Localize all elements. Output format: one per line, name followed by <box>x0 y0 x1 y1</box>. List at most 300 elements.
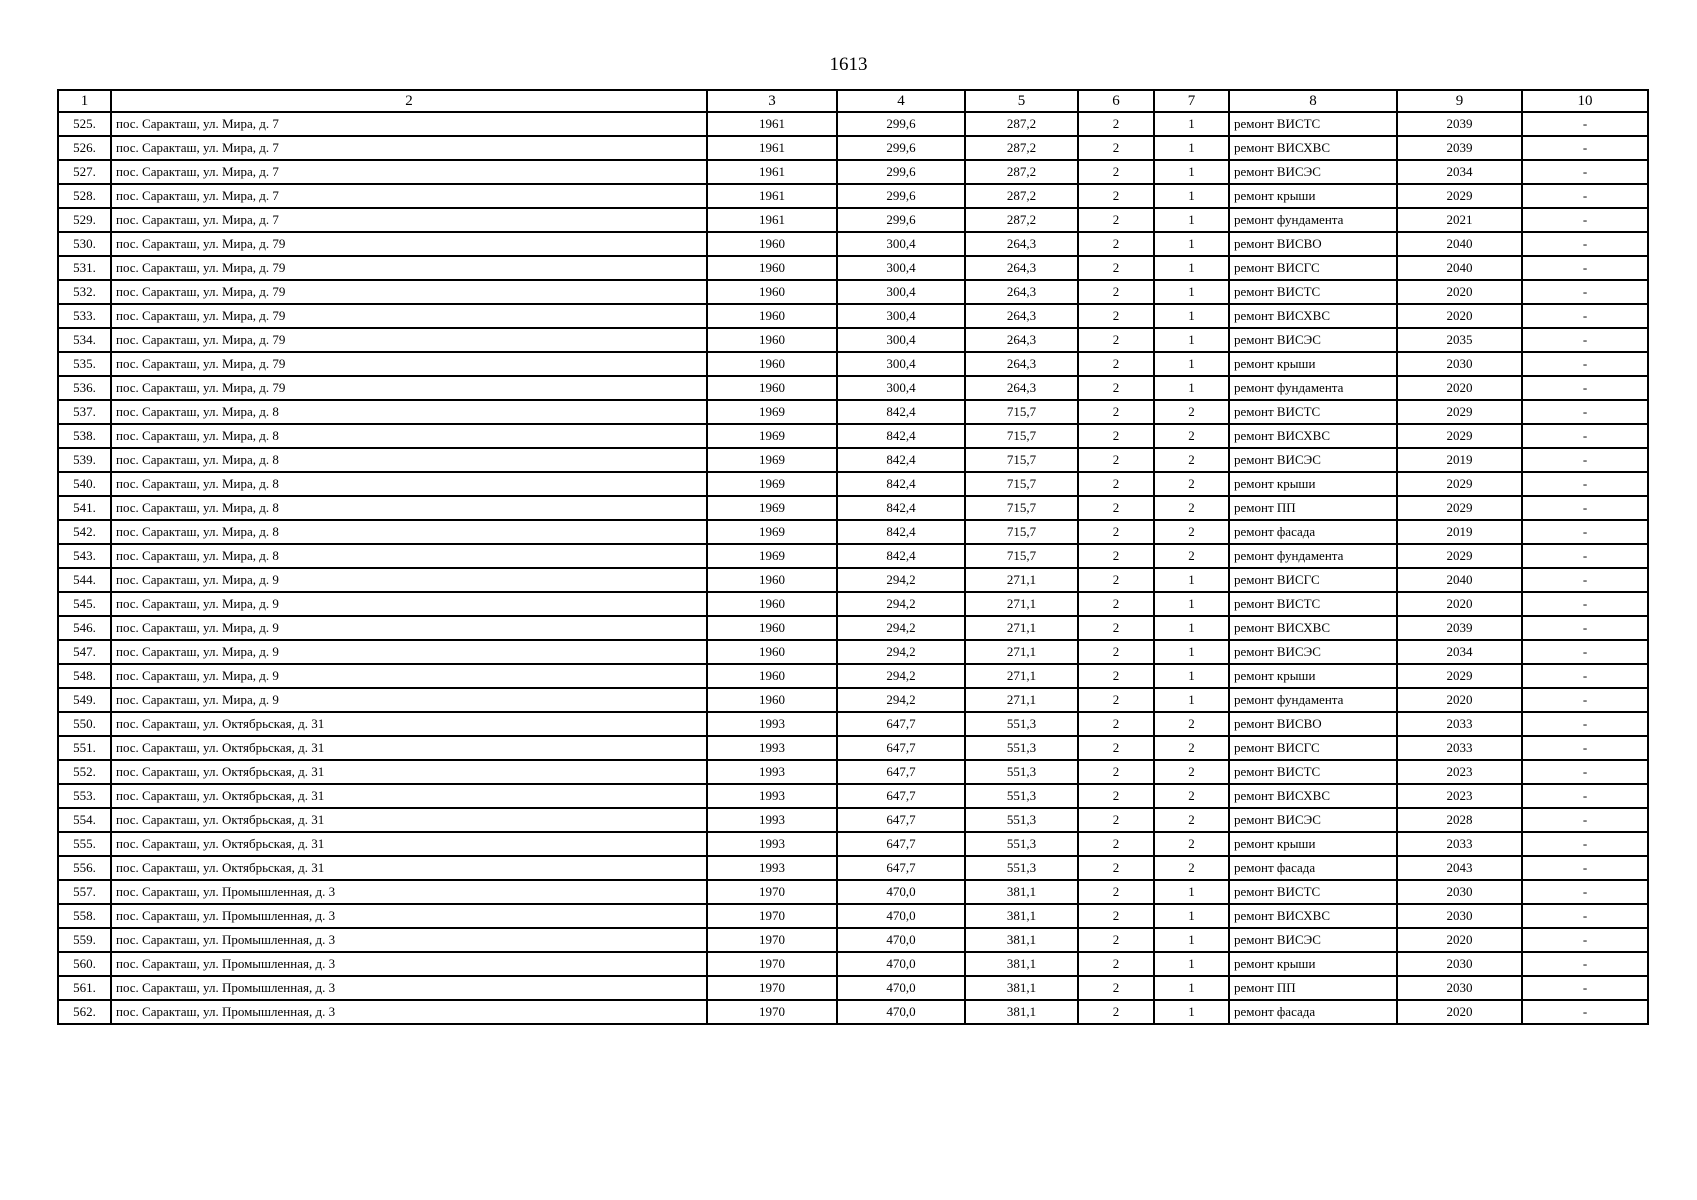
planned-year-cell: 2039 <box>1397 136 1522 160</box>
total-area-cell: 300,4 <box>837 232 965 256</box>
address-cell: пос. Саракташ, ул. Мира, д. 79 <box>111 376 707 400</box>
year-built-cell: 1960 <box>707 568 837 592</box>
entrances-cell: 2 <box>1154 736 1229 760</box>
notes-cell: - <box>1522 208 1648 232</box>
address-cell: пос. Саракташ, ул. Мира, д. 8 <box>111 472 707 496</box>
table-body <box>58 112 1648 1024</box>
entrances-cell: 2 <box>1154 712 1229 736</box>
year-built-cell: 1969 <box>707 544 837 568</box>
living-area-cell: 715,7 <box>965 496 1078 520</box>
entrances-cell: 1 <box>1154 280 1229 304</box>
floors-cell: 2 <box>1078 184 1154 208</box>
notes-cell: - <box>1522 664 1648 688</box>
work-type-cell: ремонт ВИСХВС <box>1229 784 1397 808</box>
year-built-cell: 1970 <box>707 904 837 928</box>
year-built-cell: 1961 <box>707 160 837 184</box>
year-built-cell: 1993 <box>707 784 837 808</box>
floors-cell: 2 <box>1078 280 1154 304</box>
table-row <box>58 976 1648 1000</box>
notes-cell: - <box>1522 832 1648 856</box>
header-col-7: 7 <box>1154 90 1229 112</box>
address-cell: пос. Саракташ, ул. Мира, д. 79 <box>111 328 707 352</box>
notes-cell: - <box>1522 976 1648 1000</box>
floors-cell: 2 <box>1078 520 1154 544</box>
work-type-cell: ремонт ВИСЭС <box>1229 448 1397 472</box>
living-area-cell: 551,3 <box>965 736 1078 760</box>
floors-cell: 2 <box>1078 976 1154 1000</box>
address-cell: пос. Саракташ, ул. Мира, д. 79 <box>111 280 707 304</box>
floors-cell: 2 <box>1078 784 1154 808</box>
row-number-cell: 547. <box>58 640 111 664</box>
planned-year-cell: 2020 <box>1397 304 1522 328</box>
floors-cell: 2 <box>1078 448 1154 472</box>
work-type-cell: ремонт ПП <box>1229 976 1397 1000</box>
year-built-cell: 1970 <box>707 928 837 952</box>
year-built-cell: 1960 <box>707 328 837 352</box>
total-area-cell: 647,7 <box>837 736 965 760</box>
living-area-cell: 287,2 <box>965 160 1078 184</box>
floors-cell: 2 <box>1078 664 1154 688</box>
entrances-cell: 1 <box>1154 232 1229 256</box>
notes-cell: - <box>1522 256 1648 280</box>
address-cell: пос. Саракташ, ул. Октябрьская, д. 31 <box>111 736 707 760</box>
floors-cell: 2 <box>1078 832 1154 856</box>
year-built-cell: 1960 <box>707 592 837 616</box>
row-number-cell: 542. <box>58 520 111 544</box>
floors-cell: 2 <box>1078 256 1154 280</box>
planned-year-cell: 2039 <box>1397 112 1522 136</box>
planned-year-cell: 2020 <box>1397 592 1522 616</box>
table-row <box>58 256 1648 280</box>
floors-cell: 2 <box>1078 760 1154 784</box>
year-built-cell: 1970 <box>707 952 837 976</box>
row-number-cell: 535. <box>58 352 111 376</box>
living-area-cell: 264,3 <box>965 304 1078 328</box>
entrances-cell: 1 <box>1154 952 1229 976</box>
notes-cell: - <box>1522 688 1648 712</box>
living-area-cell: 264,3 <box>965 256 1078 280</box>
notes-cell: - <box>1522 784 1648 808</box>
entrances-cell: 1 <box>1154 352 1229 376</box>
table-header-row <box>58 90 1648 112</box>
address-cell: пос. Саракташ, ул. Мира, д. 7 <box>111 208 707 232</box>
total-area-cell: 647,7 <box>837 712 965 736</box>
living-area-cell: 381,1 <box>965 976 1078 1000</box>
row-number-cell: 526. <box>58 136 111 160</box>
notes-cell: - <box>1522 496 1648 520</box>
floors-cell: 2 <box>1078 856 1154 880</box>
entrances-cell: 1 <box>1154 208 1229 232</box>
floors-cell: 2 <box>1078 712 1154 736</box>
row-number-cell: 555. <box>58 832 111 856</box>
table-row <box>58 904 1648 928</box>
row-number-cell: 546. <box>58 616 111 640</box>
row-number-cell: 525. <box>58 112 111 136</box>
address-cell: пос. Саракташ, ул. Промышленная, д. 3 <box>111 1000 707 1024</box>
entrances-cell: 1 <box>1154 112 1229 136</box>
notes-cell: - <box>1522 928 1648 952</box>
planned-year-cell: 2021 <box>1397 208 1522 232</box>
row-number-cell: 554. <box>58 808 111 832</box>
floors-cell: 2 <box>1078 808 1154 832</box>
planned-year-cell: 2033 <box>1397 832 1522 856</box>
entrances-cell: 1 <box>1154 616 1229 640</box>
planned-year-cell: 2030 <box>1397 880 1522 904</box>
table-row <box>58 736 1648 760</box>
floors-cell: 2 <box>1078 112 1154 136</box>
repair-schedule-table <box>57 89 1649 1025</box>
living-area-cell: 715,7 <box>965 472 1078 496</box>
table-row <box>58 208 1648 232</box>
entrances-cell: 2 <box>1154 832 1229 856</box>
work-type-cell: ремонт ВИСЭС <box>1229 808 1397 832</box>
planned-year-cell: 2028 <box>1397 808 1522 832</box>
living-area-cell: 381,1 <box>965 952 1078 976</box>
floors-cell: 2 <box>1078 208 1154 232</box>
planned-year-cell: 2029 <box>1397 664 1522 688</box>
total-area-cell: 647,7 <box>837 808 965 832</box>
total-area-cell: 470,0 <box>837 1000 965 1024</box>
work-type-cell: ремонт фундамента <box>1229 544 1397 568</box>
entrances-cell: 1 <box>1154 976 1229 1000</box>
entrances-cell: 2 <box>1154 808 1229 832</box>
living-area-cell: 271,1 <box>965 688 1078 712</box>
address-cell: пос. Саракташ, ул. Мира, д. 9 <box>111 568 707 592</box>
total-area-cell: 842,4 <box>837 448 965 472</box>
year-built-cell: 1993 <box>707 712 837 736</box>
planned-year-cell: 2030 <box>1397 976 1522 1000</box>
table-row <box>58 400 1648 424</box>
notes-cell: - <box>1522 904 1648 928</box>
year-built-cell: 1960 <box>707 616 837 640</box>
table-row <box>58 616 1648 640</box>
address-cell: пос. Саракташ, ул. Мира, д. 7 <box>111 112 707 136</box>
row-number-cell: 532. <box>58 280 111 304</box>
total-area-cell: 299,6 <box>837 160 965 184</box>
header-col-8: 8 <box>1229 90 1397 112</box>
notes-cell: - <box>1522 448 1648 472</box>
living-area-cell: 271,1 <box>965 640 1078 664</box>
year-built-cell: 1969 <box>707 520 837 544</box>
row-number-cell: 545. <box>58 592 111 616</box>
table-row <box>58 640 1648 664</box>
work-type-cell: ремонт ВИСТС <box>1229 880 1397 904</box>
notes-cell: - <box>1522 424 1648 448</box>
table-row <box>58 880 1648 904</box>
row-number-cell: 549. <box>58 688 111 712</box>
living-area-cell: 381,1 <box>965 880 1078 904</box>
planned-year-cell: 2020 <box>1397 1000 1522 1024</box>
table-row <box>58 352 1648 376</box>
living-area-cell: 715,7 <box>965 400 1078 424</box>
entrances-cell: 1 <box>1154 592 1229 616</box>
year-built-cell: 1970 <box>707 976 837 1000</box>
address-cell: пос. Саракташ, ул. Мира, д. 79 <box>111 232 707 256</box>
address-cell: пос. Саракташ, ул. Мира, д. 79 <box>111 352 707 376</box>
work-type-cell: ремонт ВИСЭС <box>1229 640 1397 664</box>
row-number-cell: 534. <box>58 328 111 352</box>
planned-year-cell: 2030 <box>1397 352 1522 376</box>
table-row <box>58 928 1648 952</box>
work-type-cell: ремонт ВИСХВС <box>1229 304 1397 328</box>
floors-cell: 2 <box>1078 568 1154 592</box>
address-cell: пос. Саракташ, ул. Мира, д. 8 <box>111 496 707 520</box>
living-area-cell: 287,2 <box>965 184 1078 208</box>
row-number-cell: 529. <box>58 208 111 232</box>
work-type-cell: ремонт ВИСВО <box>1229 232 1397 256</box>
work-type-cell: ремонт ВИСГС <box>1229 568 1397 592</box>
table-row <box>58 688 1648 712</box>
work-type-cell: ремонт ВИСТС <box>1229 400 1397 424</box>
table-row <box>58 280 1648 304</box>
floors-cell: 2 <box>1078 592 1154 616</box>
entrances-cell: 1 <box>1154 928 1229 952</box>
work-type-cell: ремонт ВИСВО <box>1229 712 1397 736</box>
work-type-cell: ремонт фасада <box>1229 520 1397 544</box>
floors-cell: 2 <box>1078 952 1154 976</box>
living-area-cell: 381,1 <box>965 928 1078 952</box>
year-built-cell: 1969 <box>707 472 837 496</box>
living-area-cell: 287,2 <box>965 136 1078 160</box>
address-cell: пос. Саракташ, ул. Октябрьская, д. 31 <box>111 808 707 832</box>
floors-cell: 2 <box>1078 472 1154 496</box>
total-area-cell: 470,0 <box>837 904 965 928</box>
row-number-cell: 551. <box>58 736 111 760</box>
row-number-cell: 528. <box>58 184 111 208</box>
work-type-cell: ремонт крыши <box>1229 952 1397 976</box>
address-cell: пос. Саракташ, ул. Мира, д. 9 <box>111 640 707 664</box>
total-area-cell: 647,7 <box>837 832 965 856</box>
floors-cell: 2 <box>1078 688 1154 712</box>
table-row <box>58 448 1648 472</box>
address-cell: пос. Саракташ, ул. Мира, д. 8 <box>111 544 707 568</box>
planned-year-cell: 2029 <box>1397 544 1522 568</box>
planned-year-cell: 2029 <box>1397 400 1522 424</box>
table-row <box>58 496 1648 520</box>
header-col-3: 3 <box>707 90 837 112</box>
planned-year-cell: 2033 <box>1397 736 1522 760</box>
total-area-cell: 842,4 <box>837 544 965 568</box>
table-row <box>58 520 1648 544</box>
work-type-cell: ремонт ВИСЭС <box>1229 160 1397 184</box>
row-number-cell: 533. <box>58 304 111 328</box>
address-cell: пос. Саракташ, ул. Октябрьская, д. 31 <box>111 856 707 880</box>
entrances-cell: 1 <box>1154 256 1229 280</box>
year-built-cell: 1960 <box>707 256 837 280</box>
address-cell: пос. Саракташ, ул. Мира, д. 7 <box>111 136 707 160</box>
row-number-cell: 530. <box>58 232 111 256</box>
planned-year-cell: 2023 <box>1397 760 1522 784</box>
work-type-cell: ремонт ВИСХВС <box>1229 136 1397 160</box>
notes-cell: - <box>1522 880 1648 904</box>
notes-cell: - <box>1522 640 1648 664</box>
row-number-cell: 540. <box>58 472 111 496</box>
row-number-cell: 552. <box>58 760 111 784</box>
notes-cell: - <box>1522 568 1648 592</box>
row-number-cell: 537. <box>58 400 111 424</box>
year-built-cell: 1961 <box>707 136 837 160</box>
total-area-cell: 470,0 <box>837 928 965 952</box>
floors-cell: 2 <box>1078 352 1154 376</box>
entrances-cell: 1 <box>1154 1000 1229 1024</box>
planned-year-cell: 2029 <box>1397 472 1522 496</box>
total-area-cell: 842,4 <box>837 424 965 448</box>
table-row <box>58 184 1648 208</box>
work-type-cell: ремонт ВИСТС <box>1229 112 1397 136</box>
address-cell: пос. Саракташ, ул. Мира, д. 8 <box>111 400 707 424</box>
total-area-cell: 294,2 <box>837 592 965 616</box>
year-built-cell: 1993 <box>707 856 837 880</box>
entrances-cell: 1 <box>1154 568 1229 592</box>
planned-year-cell: 2033 <box>1397 712 1522 736</box>
work-type-cell: ремонт ВИСТС <box>1229 280 1397 304</box>
work-type-cell: ремонт фасада <box>1229 1000 1397 1024</box>
work-type-cell: ремонт ВИСХВС <box>1229 616 1397 640</box>
planned-year-cell: 2023 <box>1397 784 1522 808</box>
living-area-cell: 551,3 <box>965 832 1078 856</box>
floors-cell: 2 <box>1078 232 1154 256</box>
table-row <box>58 808 1648 832</box>
living-area-cell: 715,7 <box>965 544 1078 568</box>
planned-year-cell: 2019 <box>1397 448 1522 472</box>
living-area-cell: 287,2 <box>965 112 1078 136</box>
floors-cell: 2 <box>1078 880 1154 904</box>
row-number-cell: 531. <box>58 256 111 280</box>
planned-year-cell: 2029 <box>1397 424 1522 448</box>
address-cell: пос. Саракташ, ул. Мира, д. 9 <box>111 688 707 712</box>
living-area-cell: 271,1 <box>965 568 1078 592</box>
work-type-cell: ремонт ВИСГС <box>1229 256 1397 280</box>
table-row <box>58 376 1648 400</box>
year-built-cell: 1960 <box>707 304 837 328</box>
living-area-cell: 264,3 <box>965 280 1078 304</box>
row-number-cell: 556. <box>58 856 111 880</box>
year-built-cell: 1960 <box>707 352 837 376</box>
floors-cell: 2 <box>1078 160 1154 184</box>
table-row <box>58 856 1648 880</box>
notes-cell: - <box>1522 112 1648 136</box>
notes-cell: - <box>1522 856 1648 880</box>
living-area-cell: 271,1 <box>965 592 1078 616</box>
notes-cell: - <box>1522 952 1648 976</box>
entrances-cell: 2 <box>1154 496 1229 520</box>
floors-cell: 2 <box>1078 304 1154 328</box>
year-built-cell: 1969 <box>707 448 837 472</box>
work-type-cell: ремонт ВИСХВС <box>1229 424 1397 448</box>
header-col-2: 2 <box>111 90 707 112</box>
entrances-cell: 1 <box>1154 136 1229 160</box>
planned-year-cell: 2029 <box>1397 184 1522 208</box>
row-number-cell: 561. <box>58 976 111 1000</box>
total-area-cell: 294,2 <box>837 664 965 688</box>
table-row <box>58 1000 1648 1024</box>
planned-year-cell: 2034 <box>1397 640 1522 664</box>
notes-cell: - <box>1522 400 1648 424</box>
table-row <box>58 712 1648 736</box>
row-number-cell: 543. <box>58 544 111 568</box>
address-cell: пос. Саракташ, ул. Мира, д. 8 <box>111 424 707 448</box>
total-area-cell: 299,6 <box>837 184 965 208</box>
total-area-cell: 647,7 <box>837 856 965 880</box>
notes-cell: - <box>1522 328 1648 352</box>
total-area-cell: 300,4 <box>837 376 965 400</box>
year-built-cell: 1969 <box>707 424 837 448</box>
notes-cell: - <box>1522 304 1648 328</box>
year-built-cell: 1960 <box>707 280 837 304</box>
header-col-10: 10 <box>1522 90 1648 112</box>
work-type-cell: ремонт ВИСГС <box>1229 736 1397 760</box>
work-type-cell: ремонт крыши <box>1229 184 1397 208</box>
entrances-cell: 1 <box>1154 328 1229 352</box>
notes-cell: - <box>1522 184 1648 208</box>
planned-year-cell: 2030 <box>1397 904 1522 928</box>
living-area-cell: 264,3 <box>965 328 1078 352</box>
address-cell: пос. Саракташ, ул. Мира, д. 79 <box>111 256 707 280</box>
living-area-cell: 715,7 <box>965 424 1078 448</box>
address-cell: пос. Саракташ, ул. Октябрьская, д. 31 <box>111 784 707 808</box>
header-col-5: 5 <box>965 90 1078 112</box>
planned-year-cell: 2043 <box>1397 856 1522 880</box>
planned-year-cell: 2020 <box>1397 376 1522 400</box>
total-area-cell: 299,6 <box>837 136 965 160</box>
address-cell: пос. Саракташ, ул. Мира, д. 8 <box>111 448 707 472</box>
table-row <box>58 664 1648 688</box>
planned-year-cell: 2029 <box>1397 496 1522 520</box>
table-row <box>58 160 1648 184</box>
notes-cell: - <box>1522 760 1648 784</box>
year-built-cell: 1960 <box>707 688 837 712</box>
notes-cell: - <box>1522 160 1648 184</box>
living-area-cell: 715,7 <box>965 448 1078 472</box>
entrances-cell: 1 <box>1154 688 1229 712</box>
work-type-cell: ремонт фасада <box>1229 856 1397 880</box>
entrances-cell: 2 <box>1154 784 1229 808</box>
work-type-cell: ремонт фундамента <box>1229 376 1397 400</box>
floors-cell: 2 <box>1078 496 1154 520</box>
planned-year-cell: 2040 <box>1397 568 1522 592</box>
work-type-cell: ремонт ВИСЭС <box>1229 928 1397 952</box>
header-col-4: 4 <box>837 90 965 112</box>
table-row <box>58 592 1648 616</box>
table-row <box>58 472 1648 496</box>
total-area-cell: 470,0 <box>837 880 965 904</box>
planned-year-cell: 2019 <box>1397 520 1522 544</box>
row-number-cell: 559. <box>58 928 111 952</box>
table-row <box>58 832 1648 856</box>
total-area-cell: 299,6 <box>837 112 965 136</box>
living-area-cell: 715,7 <box>965 520 1078 544</box>
table-row <box>58 424 1648 448</box>
address-cell: пос. Саракташ, ул. Мира, д. 7 <box>111 184 707 208</box>
year-built-cell: 1993 <box>707 760 837 784</box>
entrances-cell: 2 <box>1154 760 1229 784</box>
floors-cell: 2 <box>1078 544 1154 568</box>
entrances-cell: 2 <box>1154 424 1229 448</box>
notes-cell: - <box>1522 616 1648 640</box>
row-number-cell: 527. <box>58 160 111 184</box>
year-built-cell: 1993 <box>707 736 837 760</box>
floors-cell: 2 <box>1078 376 1154 400</box>
entrances-cell: 2 <box>1154 856 1229 880</box>
entrances-cell: 2 <box>1154 544 1229 568</box>
address-cell: пос. Саракташ, ул. Промышленная, д. 3 <box>111 904 707 928</box>
notes-cell: - <box>1522 1000 1648 1024</box>
living-area-cell: 271,1 <box>965 616 1078 640</box>
entrances-cell: 2 <box>1154 448 1229 472</box>
floors-cell: 2 <box>1078 616 1154 640</box>
year-built-cell: 1969 <box>707 400 837 424</box>
address-cell: пос. Саракташ, ул. Октябрьская, д. 31 <box>111 760 707 784</box>
